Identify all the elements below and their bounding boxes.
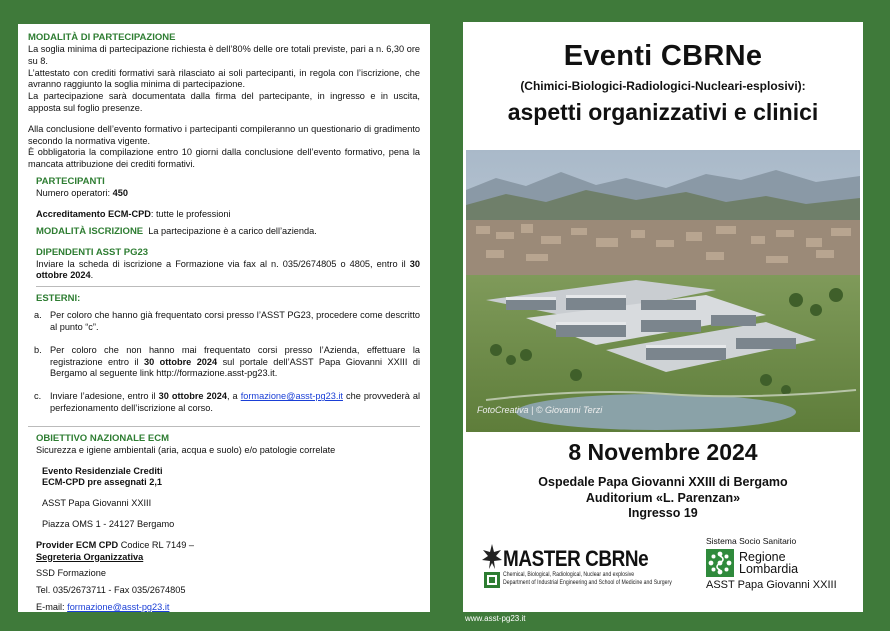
list-marker: c.	[34, 391, 42, 402]
divider	[28, 426, 420, 427]
reg-top-text: Sistema Socio Sanitario	[706, 536, 797, 546]
event-title: Eventi CBRNe	[563, 40, 763, 72]
esterni-c-part1: Inviare l’adesione, entro il	[50, 391, 159, 402]
iscrizione-row	[36, 226, 420, 238]
accreditamento	[36, 209, 420, 221]
numero-operatori	[36, 188, 420, 200]
master-subtitle	[503, 571, 672, 587]
reg-name	[739, 551, 798, 576]
asst-address: Piazza OMS 1 - 24127 Bergamo	[42, 518, 175, 529]
list-item	[34, 391, 420, 415]
website-footer: www.asst-pg23.it	[465, 614, 526, 623]
provider-line	[36, 540, 420, 552]
master-sub-line-1: Chemical, Biological, Radiological, Nuclear and explosive	[503, 571, 635, 578]
email-line	[36, 602, 420, 612]
section-partecipanti-title: PARTECIPANTI	[36, 175, 105, 187]
tel-fax: Tel. 035/2673711 - Fax 035/2674805	[36, 585, 186, 596]
numero-value: 450	[112, 187, 128, 198]
dipendenti-end: .	[90, 270, 94, 281]
provider-value: Codice RL 7149 –	[118, 539, 194, 550]
dipendenti-date: 30 ottobre 2024	[36, 258, 420, 281]
segreteria-label: Segreteria Organizzativa	[36, 551, 144, 562]
list-item	[34, 345, 420, 380]
email-label: E-mail:	[36, 601, 68, 612]
list-marker: b.	[34, 344, 42, 355]
reg-bottom-text: ASST Papa Giovanni XXIII	[706, 579, 837, 591]
esterni-b-part2: sul portale dell’ASST Papa Giovanni XXIII di Bergamo al seguente link http://formazione.asst-pg23.it.	[50, 356, 421, 379]
master-cbrne-logo	[481, 540, 676, 598]
list-item	[34, 310, 420, 334]
event-subtitle: (Chimici-Biologici-Radiologici-Nucleari-esplosivi):	[520, 79, 806, 93]
venue-line-2: Auditorium «L. Parenzan»	[585, 490, 741, 505]
accreditamento-label: Accreditamento ECM-CPD	[36, 208, 151, 219]
esterni-b-text	[50, 345, 420, 380]
master-title: MASTER CBRNe	[503, 546, 649, 571]
left-panel	[18, 24, 430, 612]
master-cbrne-emblem-icon	[481, 542, 503, 590]
dipendenti-text-body: Inviare la scheda di iscrizione a Formazione via fax al n. 035/2674805 o 4805, entro il	[36, 258, 410, 269]
modalita-paragraph-3: La partecipazione sarà documentata dalla firma del partecipante, in ingresso e in uscita, apposta sul foglio presenze.	[28, 91, 420, 113]
esterni-c-part3: che provvederà al perfezionamento dell’iscrizione al corso.	[50, 391, 420, 413]
questionario-paragraph-2: È obbligatoria la compilazione entro 10 giorni dalla conclusione dell’evento formativo, pena la mancata attribuzione dei crediti formativi.	[28, 147, 420, 170]
ssd-formazione: SSD Formazione	[36, 568, 106, 579]
photo-credit: FotoCreativa | © Giovanni Terzi	[477, 405, 603, 415]
section-dipendenti-title: DIPENDENTI ASST PG23	[36, 246, 149, 258]
regione-lombardia-logo	[706, 536, 856, 598]
esterni-c-part2: , a	[226, 391, 241, 402]
esterni-b-part1: Per coloro che non hanno mai frequentato corsi presso l’Azienda, effettuare la registrazione entro il	[50, 344, 420, 367]
email-link[interactable]: formazione@asst-pg23.it	[67, 601, 170, 612]
provider-label: Provider ECM CPD	[36, 539, 119, 550]
hospital-aerial-photo	[466, 150, 860, 432]
list-marker: a.	[34, 310, 42, 321]
esterni-email-link[interactable]: formazione@asst-pg23.it	[240, 391, 343, 402]
esterni-a-text: Per coloro che hanno già frequentato corsi presso l’ASST PG23, procedere come descritto al punto “c”.	[50, 310, 420, 332]
evento-line-2: ECM-CPD pre assegnati 2,1	[42, 477, 162, 488]
modalita-paragraph-1: La soglia minima di partecipazione richiesta è dell’80% delle ore totali previste, pari a n. 6,30 ore su 8.	[28, 44, 420, 66]
reg-name-line-2: Lombardia	[739, 562, 799, 576]
event-venue	[463, 475, 863, 522]
divider	[36, 286, 420, 287]
dipendenti-text	[36, 259, 420, 283]
right-panel	[463, 22, 863, 612]
asst-name: ASST Papa Giovanni XXIII	[42, 498, 152, 509]
esterni-b-date: 30 ottobre 2024	[143, 356, 218, 367]
event-date: 8 Novembre 2024	[568, 439, 758, 465]
accreditamento-value: : tutte le professioni	[150, 208, 231, 219]
iscrizione-value: La partecipazione è a carico dell’azienda.	[148, 225, 317, 236]
esterni-c-text	[50, 391, 420, 415]
evento-line-1: Evento Residenziale Crediti	[42, 465, 163, 476]
numero-label: Numero operatori:	[36, 187, 113, 198]
modalita-paragraph-2: L’attestato con crediti formativi sarà rilasciato ai soli partecipanti, in regola con l’iscrizione, che avranno raggiunto la soglia minima di partecipazione.	[28, 67, 420, 90]
obiettivo-value: Sicurezza e igiene ambientali (aria, acqua e suolo) e/o patologie correlate	[36, 444, 336, 455]
esterni-c-date: 30 ottobre 2024	[158, 391, 227, 402]
section-esterni-title: ESTERNI:	[36, 293, 81, 305]
master-sub-line-2: Department of Industrial Engineering and School of Medicine and Surgery	[503, 579, 672, 586]
venue-line-3: Ingresso 19	[628, 506, 698, 520]
section-obiettivo-title: OBIETTIVO NAZIONALE ECM	[36, 432, 169, 444]
venue-line-1: Ospedale Papa Giovanni XXIII di Bergamo	[538, 475, 788, 489]
reg-name-line-1: Regione	[739, 549, 786, 564]
section-iscrizione-title: MODALITÀ ISCRIZIONE	[36, 225, 144, 237]
section-modalita-title: MODALITÀ DI PARTECIPAZIONE	[28, 32, 176, 43]
event-title-2: aspetti organizzativi e clinici	[507, 99, 819, 125]
esterni-list	[34, 310, 420, 415]
questionario-paragraph-1: Alla conclusione dell’evento formativo i partecipanti compileranno un questionario di gradimento secondo la normativa vigente.	[28, 123, 420, 146]
rosa-camuna-icon	[706, 549, 734, 577]
